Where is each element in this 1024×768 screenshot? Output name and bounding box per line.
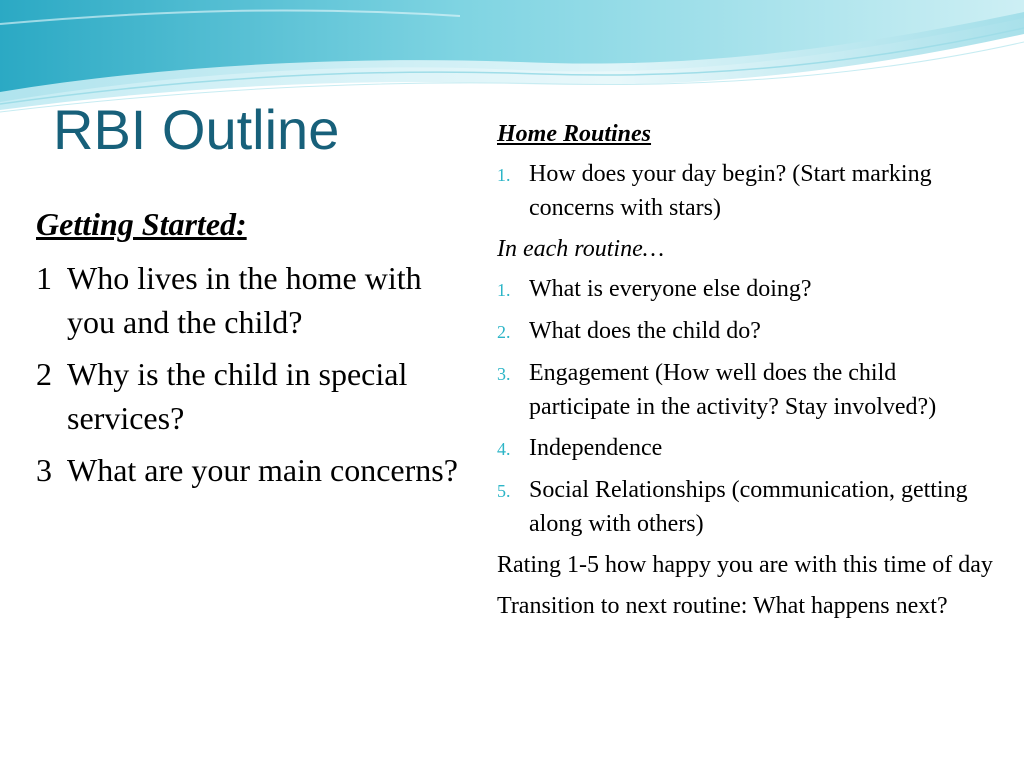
list-text: Independence: [529, 435, 663, 461]
getting-started-item: [36, 256, 466, 344]
home-routines-section: [497, 117, 997, 630]
routine-question-item: [497, 473, 997, 541]
list-text: Engagement (How well does the child participate in the activity? Stay involved?): [529, 360, 937, 420]
routine-list-item: [497, 157, 997, 225]
getting-started-item: [36, 448, 466, 492]
item-number: 2: [36, 356, 52, 392]
list-number: 5.: [497, 481, 511, 501]
getting-started-section: [36, 204, 466, 500]
item-text: What are your main concerns?: [67, 452, 458, 488]
each-routine-subheading: In each routine…: [497, 236, 665, 262]
list-number: 2.: [497, 322, 511, 342]
list-text: How does your day begin? (Start marking concerns with stars): [529, 161, 932, 221]
list-text: What does the child do?: [529, 318, 761, 344]
routine-question-item: [497, 314, 997, 349]
getting-started-heading: Getting Started:: [36, 206, 247, 242]
transition-text: Transition to next routine: What happens next?: [497, 593, 948, 619]
home-routines-heading: Home Routines: [497, 121, 652, 147]
list-text: Social Relationships (communication, getting along with others): [529, 477, 968, 537]
item-number: 1: [36, 260, 52, 296]
list-number: 4.: [497, 439, 511, 459]
getting-started-item: [36, 352, 466, 440]
slide-title: RBI Outline: [53, 98, 340, 161]
routine-question-item: [497, 356, 997, 424]
routine-question-item: [497, 272, 997, 307]
item-number: 3: [36, 452, 52, 488]
list-number: 1.: [497, 165, 511, 185]
item-text: Why is the child in special services?: [67, 356, 408, 436]
routine-question-item: [497, 431, 997, 466]
list-number: 3.: [497, 364, 511, 384]
item-text: Who lives in the home with you and the child?: [67, 260, 422, 340]
rating-text: Rating 1-5 how happy you are with this time of day: [497, 552, 993, 578]
list-number: 1.: [497, 280, 511, 300]
list-text: What is everyone else doing?: [529, 276, 812, 302]
